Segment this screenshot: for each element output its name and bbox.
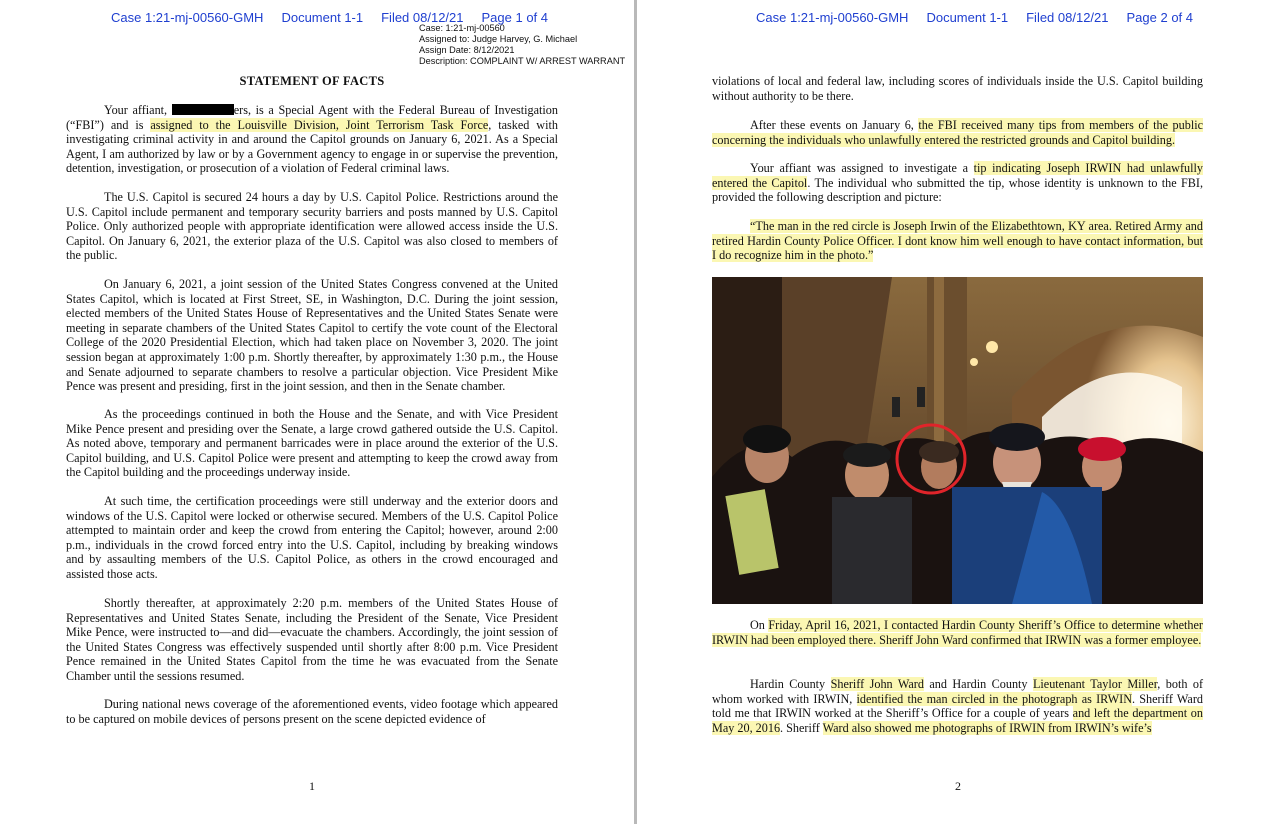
text-run: . The individual who submitted the tip, whose identity is unknown to the FBI, provided the following description and picture: [712,175,1203,205]
redaction-bar [172,104,234,115]
page-number: 1 [309,779,315,793]
document-page-2 [637,0,1280,824]
highlighted-text: Lieutenant Taylor Miller [1032,677,1158,691]
highlighted-text: and left the department on May 20, 2016 [712,706,1203,735]
highlighted-quote: “The man in the red circle is Joseph Irwin of the Elizabethtown, KY area. Retired Army and retired Hardin County Police Officer. I dont know him well enough to have contact information, but I do recognize him in the photo.” [712,219,1203,263]
clerk-stamp [419,23,625,67]
paragraph-joint-session: On January 6, 2021, a joint session of the United States Congress convened at the United States Capitol, which is located at First Street, SE, in Washington, D.C. During the joint session, elected members of the United States House of Representatives and the United States Senate were meeting in separate chambers of the United States Capitol to certify the vote count of the Electoral College of the 2020 Presidential Election, which had taken place on November 3, 2020. The joint session began at approximately 1:00 p.m. Shortly thereafter, by approximately 1:30 p.m., the House and Senate adjourned to separate chambers to resolve a particular objection. Vice President Mike Pence was present and presiding, first in the joint session, and then in the Senate chamber. [66,277,558,394]
paragraph-news-coverage: During national news coverage of the aforementioned events, video footage which appeared to be captured on mobile devices of persons present on the scene depicted evidence of [66,697,558,726]
paragraph-proceedings: As the proceedings continued in both the House and the Senate, and with Vice President Mike Pence present and presiding over the Senate, a large crowd gathered outside the U.S. Capitol. As noted above, temporary and permanent barricades were in place around the exterior of the U.S. Capitol building, and U.S. Capitol Police were present and attempting to keep the crowd away from the Capitol building and the proceedings underway inside. [66,407,558,480]
filed-date: Filed 08/12/21 [381,10,464,25]
case-number: Case 1:21-mj-00560-GMH [111,10,264,25]
paragraph-assignment [712,161,1203,205]
highlighted-text: Sheriff John Ward [830,677,924,691]
page-count: Page 2 of 4 [1126,10,1194,25]
page-count: Page 1 of 4 [481,10,549,25]
highlighted-text: assigned to the Louisville Division, Joint Terrorism Task Force [150,117,489,132]
paragraph-identification [712,677,1203,735]
text-run: Hardin County [750,677,831,691]
page-number: 2 [955,779,961,793]
highlighted-text: Ward also showed me photographs of IRWIN from IRWIN’s wife’s [822,720,1152,735]
highlighted-text: the FBI received many tips from members of the public concerning the individuals who unlawfully entered the restricted grounds and Capitol building. [712,118,1203,147]
text-run: . Sheriff Ward told me that IRWIN worked at the Sheriff’s Office for a couple of years [712,691,1203,721]
page-header [756,10,1211,25]
text-run: Your affiant was assigned to investigate a [750,161,974,175]
paragraph-evacuation: Shortly thereafter, at approximately 2:20 p.m. members of the United States House of Representatives and United States Senate, including the President of the Senate, Vice President Mike Pence, were instructed to—and did—evacuate the chambers. Accordingly, the joint session of the United States Congress was effectively suspended until shortly after 8:00 p.m. Vice President Pence remained in the United States Capitol from the time he was evacuated from the Senate Chamber until the sessions resumed. [66,596,558,683]
paragraph-continuation: violations of local and federal law, including scores of individuals inside the U.S. Capitol building without authority to be there. [712,74,1203,103]
paragraph-affiant [66,103,558,176]
crowd-photo-image [712,277,1203,604]
text-run: , both of whom worked with IRWIN, [712,677,1203,706]
case-number: Case 1:21-mj-00560-GMH [756,10,909,25]
text-run: On [750,618,769,632]
highlighted-text: tip indicating Joseph IRWIN had unlawfully entered the Capitol [712,161,1203,190]
filed-date: Filed 08/12/21 [1026,10,1109,25]
text-run: and Hardin County [923,677,1033,691]
text-run: After these events on January 6, [750,118,919,132]
document-number: Document 1-1 [926,10,1009,25]
paragraph-forced-entry: At such time, the certification proceedings were still underway and the exterior doors and windows of the U.S. Capitol were locked or otherwise secured. Members of the U.S. Capitol Police attempted to maintain order and keep the crowd from entering the Capitol; however, around 2:00 p.m., individuals in the crowd forced entry into the U.S. Capitol, including by breaking windows and by assaulting members of the U.S. Capitol Police, as others in the crowd encouraged and assisted those acts. [66,494,558,581]
highlighted-text: identified the man circled in the photograph as IRWIN [856,691,1132,706]
paragraph-capitol-security: The U.S. Capitol is secured 24 hours a day by U.S. Capitol Police. Restrictions around the U.S. Capitol include permanent and temporary security barriers and posts manned by U.S. Capitol Police. Only authorized people with appropriate identification were allowed access inside the U.S. Capitol. On January 6, 2021, the exterior plaza of the U.S. Capitol was also closed to members of the public. [66,190,558,263]
text-run: , tasked with investigating criminal activity in and around the Capitol grounds on January 6, 2021. As a Special Agent, I am authorized by law or by a Government agency to engage in or supervise the prevention, detention, investigation, or prosecution of a violation of Federal criminal laws. [66,117,558,176]
stamp-assign-date: Assign Date: 8/12/2021 [419,45,515,55]
text-run: . Sheriff [780,720,823,735]
highlighted-text: Friday, April 16, 2021, I contacted Hardin County Sheriff’s Office to determine whether IRWIN had been employed there. Sheriff John Ward confirmed that IRWIN was a former employee. [712,618,1203,647]
document-number: Document 1-1 [281,10,364,25]
paragraph-tips [712,118,1203,147]
quote-tip [712,219,1203,263]
stamp-case: Case: 1:21-mj-00560 [419,23,505,33]
stamp-description: Description: COMPLAINT W/ ARREST WARRANT [419,56,626,66]
stamp-assigned-to: Assigned to: Judge Harvey, G. Michael [419,34,578,44]
document-page-1 [0,0,634,824]
paragraph-sheriff-contact [712,618,1203,647]
section-title: STATEMENT OF FACTS [239,74,385,88]
evidence-photo [712,277,1203,604]
text-run: Your affiant, [104,103,172,117]
text-run: ers, is a Special Agent with the Federal Bureau of Investigation (“FBI”) and is [66,103,558,132]
